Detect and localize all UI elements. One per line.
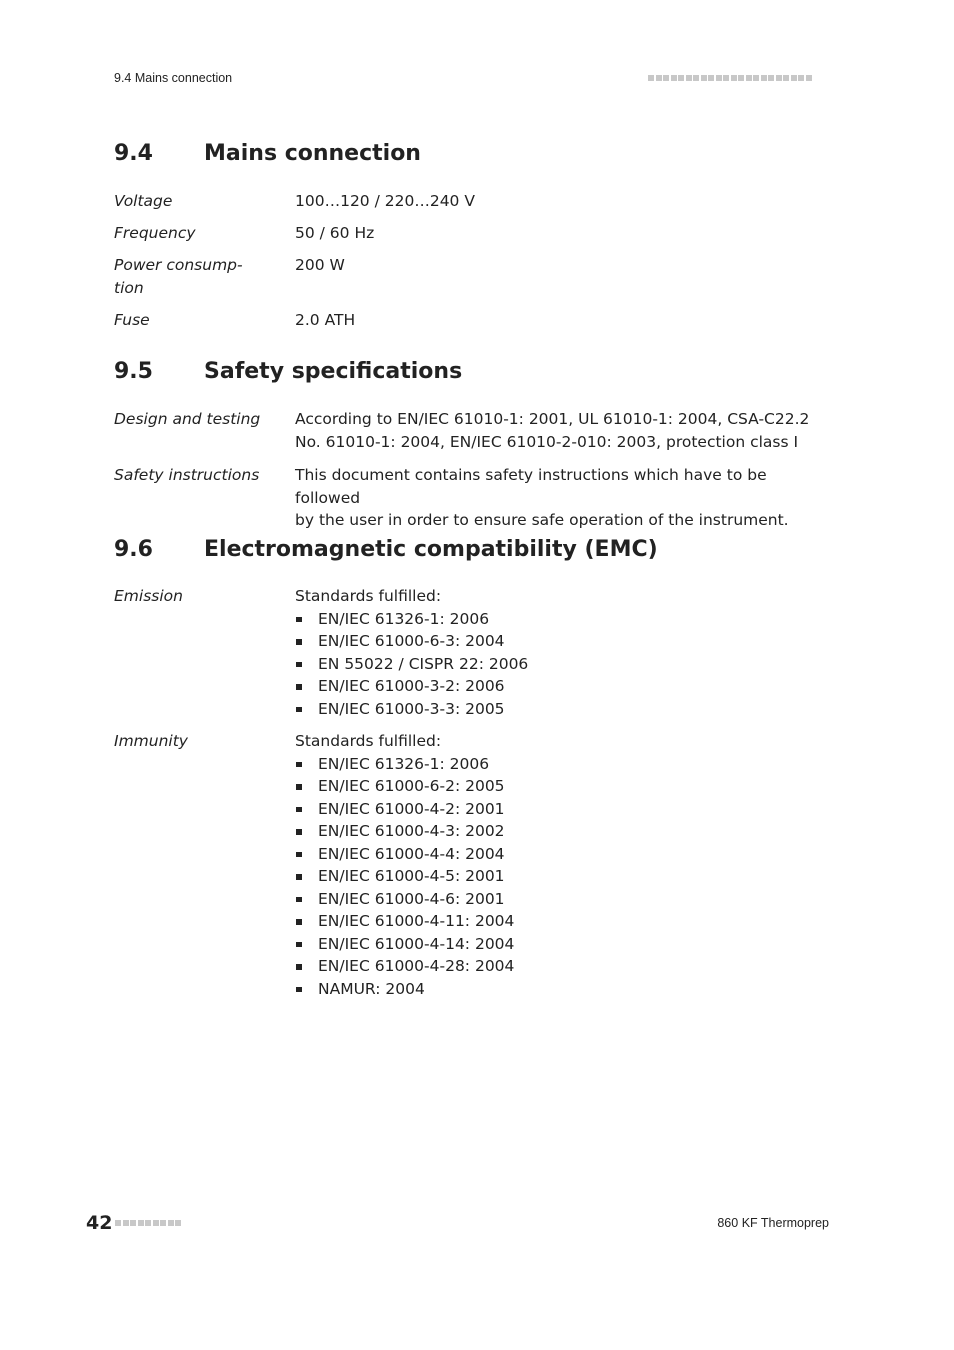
spec-value: 50 / 60 Hz [295, 224, 375, 242]
list-item: EN/IEC 61000-6-2: 2005 [295, 775, 815, 798]
list-item: EN/IEC 61000-3-2: 2006 [295, 675, 815, 698]
spec-label-line: Power consump- [114, 256, 243, 274]
spec-label-line: tion [114, 278, 144, 297]
list-item: EN/IEC 61000-4-28: 2004 [295, 955, 815, 978]
spec-label: Fuse [114, 311, 150, 329]
list-item: EN/IEC 61000-4-3: 2002 [295, 820, 815, 843]
header-decoration [648, 75, 812, 81]
spec-value-line: by the user in order to ensure safe operation of the instrument. [295, 511, 789, 529]
list-item: EN/IEC 61000-4-5: 2001 [295, 865, 815, 888]
spec-label: Voltage [114, 192, 173, 210]
spec-label: Emission [114, 587, 183, 605]
list-item: NAMUR: 2004 [295, 978, 815, 1001]
section-number: 9.6 [114, 537, 153, 562]
list-item: EN/IEC 61326-1: 2006 [295, 608, 815, 631]
list-item: EN/IEC 61000-4-6: 2001 [295, 888, 815, 911]
list-item: EN 55022 / CISPR 22: 2006 [295, 653, 815, 676]
spec-label [114, 254, 284, 299]
spec-value [295, 464, 815, 532]
spec-label: Safety instructions [114, 466, 260, 484]
standards-list [295, 753, 815, 1001]
section-title: Safety specifications [204, 359, 463, 384]
section-heading-9-5 [114, 359, 462, 384]
standards-list [295, 608, 815, 721]
list-item: EN/IEC 61000-4-14: 2004 [295, 933, 815, 956]
list-item: EN/IEC 61000-4-2: 2001 [295, 798, 815, 821]
section-title: Mains connection [204, 141, 421, 166]
page-number: 42 [86, 1212, 113, 1234]
running-header: 9.4 Mains connection [114, 71, 233, 85]
list-item: EN/IEC 61000-3-3: 2005 [295, 698, 815, 721]
spec-value [295, 730, 815, 1000]
spec-label: Design and testing [114, 410, 261, 428]
list-item: EN/IEC 61000-6-3: 2004 [295, 630, 815, 653]
standards-intro: Standards fulfilled: [295, 732, 442, 750]
spec-label: Immunity [114, 732, 188, 750]
list-item: EN/IEC 61000-4-4: 2004 [295, 843, 815, 866]
section-number: 9.5 [114, 359, 153, 384]
spec-value-line: This document contains safety instructions which have to be followed [295, 466, 767, 507]
section-heading-9-6 [114, 537, 658, 562]
list-item: EN/IEC 61000-4-11: 2004 [295, 910, 815, 933]
spec-value [295, 408, 815, 453]
spec-value: 100…120 / 220…240 V [295, 192, 475, 210]
spec-value-line: According to EN/IEC 61010-1: 2001, UL 61010-1: 2004, CSA-C22.2 [295, 410, 810, 428]
spec-label: Frequency [114, 224, 196, 242]
spec-value: 200 W [295, 256, 345, 274]
standards-intro: Standards fulfilled: [295, 587, 442, 605]
section-title: Electromagnetic compatibility (EMC) [204, 537, 658, 562]
footer-product-name: 860 KF Thermoprep [717, 1216, 829, 1230]
section-number: 9.4 [114, 141, 153, 166]
list-item: EN/IEC 61326-1: 2006 [295, 753, 815, 776]
spec-value [295, 585, 815, 720]
section-heading-9-4 [114, 141, 421, 166]
spec-value-line: No. 61010-1: 2004, EN/IEC 61010-2-010: 2003, protection class I [295, 432, 799, 451]
spec-value: 2.0 ATH [295, 311, 356, 329]
footer-decoration [115, 1220, 181, 1226]
